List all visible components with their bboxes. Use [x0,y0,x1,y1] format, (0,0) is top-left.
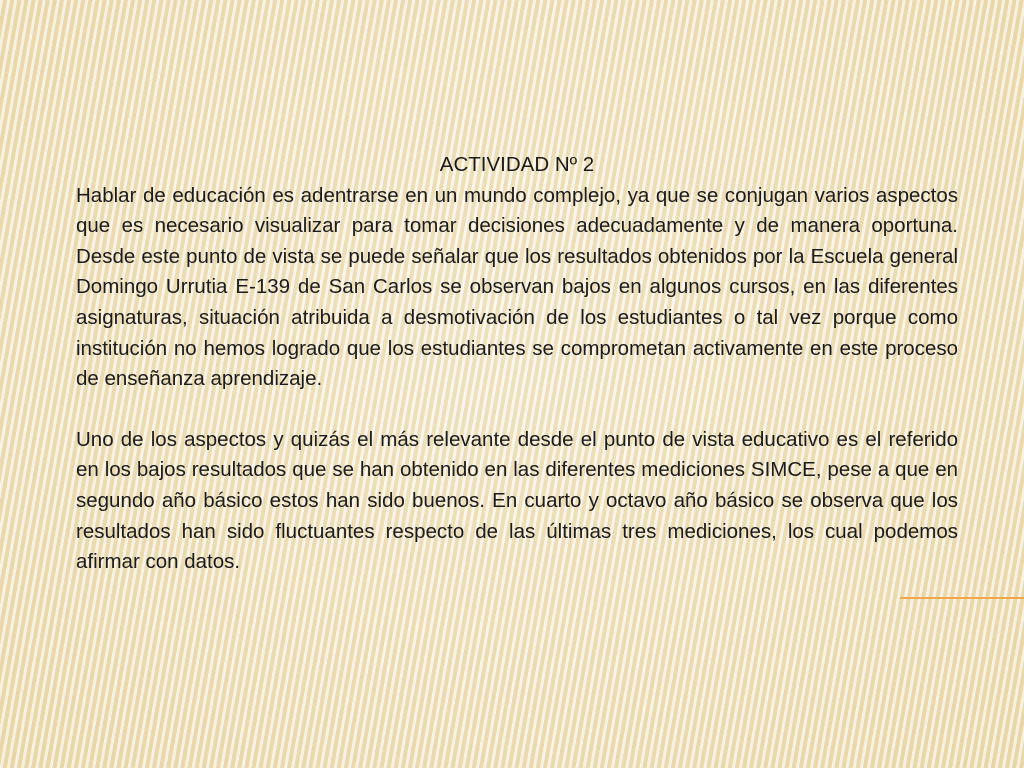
paragraph-intro: Hablar de educación es adentrarse en un mundo complejo, ya que se conjugan varios aspectos que es necesario visualizar para tomar decisiones adecuadamente y de manera oportuna. Desde este punto de vista se puede señalar que los resultados obtenidos por la Escuela general Domingo Urrutia E-139 de San Carlos se observan bajos en algunos cursos, en las diferentes asignaturas, situación atribuida a desmotivación de los estudiantes o tal vez porque como institución no hemos logrado que los estudiantes se comprometan activamente en este proceso de enseñanza aprendizaje. [76,183,958,391]
slide-content [76,150,958,578]
paragraph-simce: Uno de los aspectos y quizás el más relevante desde el punto de vista educativo es el referido en los bajos resultados que se han obtenido en las diferentes mediciones SIMCE, pese a que en segundo año básico estos han sido buenos. En cuarto y octavo año básico se observa que los resultados han sido fluctuantes respecto de las últimas tres mediciones, los cual podemos afirmar con datos. [76,427,958,574]
slide-title: ACTIVIDAD Nº 2 [439,153,595,176]
accent-line [900,597,1024,599]
